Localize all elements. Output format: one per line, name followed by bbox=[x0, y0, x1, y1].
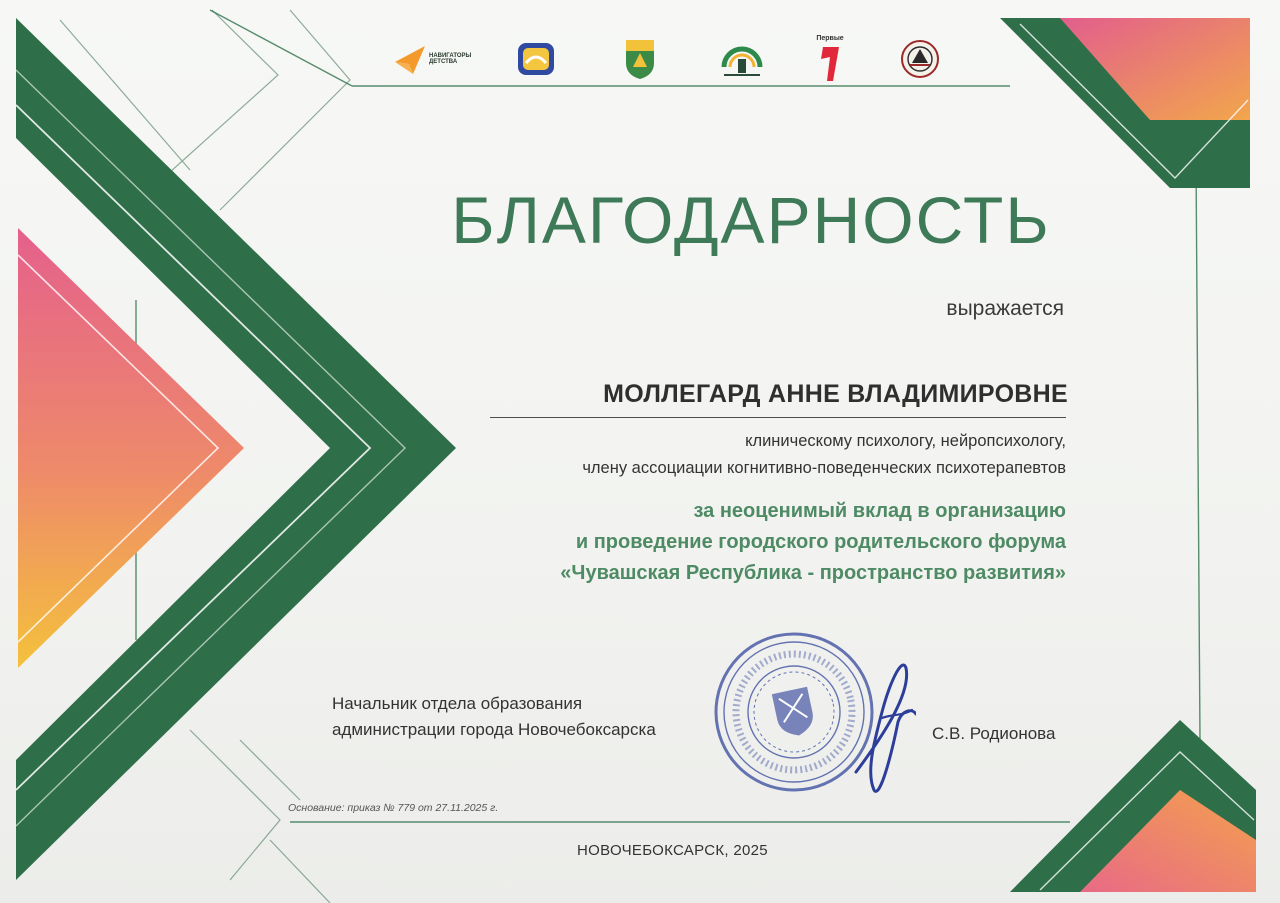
expressed-label: выражается bbox=[946, 297, 1064, 320]
certificate-title: БЛАГОДАРНОСТЬ bbox=[451, 183, 1051, 257]
reason-line-2: и проведение городского родительского форума bbox=[575, 531, 1066, 553]
recipient-underline bbox=[490, 417, 1066, 418]
round-heritage-emblem-logo bbox=[898, 30, 942, 88]
reason-line-3: «Чувашская Республика - пространство развития» bbox=[560, 562, 1066, 584]
official-stamp-and-signature bbox=[706, 622, 916, 802]
university-crest-logo bbox=[514, 30, 558, 88]
signatory-position-line-2: администрации города Новочебоксарска bbox=[332, 720, 656, 739]
city-coat-of-arms-logo bbox=[618, 30, 662, 88]
partner-logos bbox=[390, 30, 950, 90]
signatory-name: С.В. Родионова bbox=[932, 724, 1056, 743]
green-arc-emblem-logo bbox=[716, 30, 768, 88]
recipient-role-line-2: члену ассоциации когнитивно-поведенческих психотерапевтов bbox=[582, 459, 1066, 477]
footer-city-year: НОВОЧЕБОКСАРСК, 2025 bbox=[577, 842, 768, 859]
basis-order-note: Основание: приказ № 779 от 27.11.2025 г. bbox=[288, 802, 499, 814]
reason-line-1: за неоценимый вклад в организацию bbox=[693, 500, 1066, 522]
recipient-name: МОЛЛЕГАРД АННЕ ВЛАДИМИРОВНЕ bbox=[603, 380, 1068, 408]
recipient-role-line-1: клиническому психологу, нейропсихологу, bbox=[745, 432, 1066, 450]
signatory-position-line-1: Начальник отдела образования bbox=[332, 694, 583, 713]
pervye-movement-logo: Первые bbox=[808, 30, 852, 88]
navigators-childhood-logo: НАВИГАТОРЫ ДЕТСТВА bbox=[390, 30, 480, 88]
